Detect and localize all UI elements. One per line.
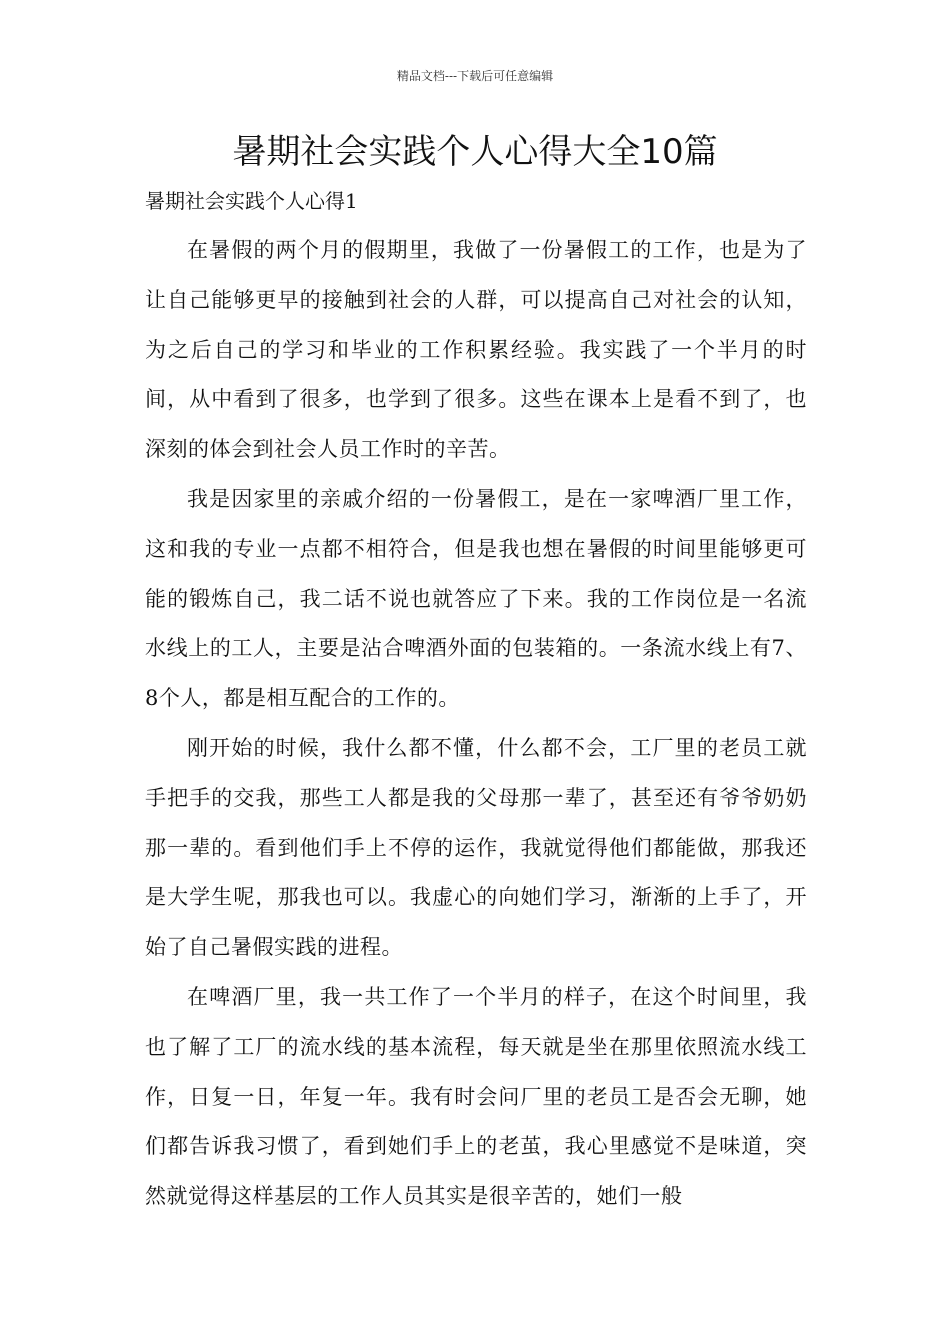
- section-subtitle: 暑期社会实践个人心得1: [145, 189, 358, 213]
- body-text: [145, 226, 807, 1222]
- document-title: 暑期社会实践个人心得大全10篇: [232, 132, 718, 172]
- header-note: 精品文档---下载后可任意编辑: [396, 69, 554, 83]
- paragraph-2: 我是因家里的亲戚介绍的一份暑假工，是在一家啤酒厂里工作，这和我的专业一点都不相符合，但是我也想在暑假的时间里能够更可能的锻炼自己，我二话不说也就答应了下来。我的工作岗位是一名流水线上的工人，主要是沾合啤酒外面的包装箱的。一条流水线上有7、8个人，都是相互配合的工作的。: [145, 486, 807, 711]
- paragraph-3: 刚开始的时候，我什么都不懂，什么都不会，工厂里的老员工就手把手的交我，那些工人都是我的父母那一辈了，甚至还有爷爷奶奶那一辈的。看到他们手上不停的运作，我就觉得他们都能做，那我还是大学生呢，那我也可以。我虚心的向她们学习，渐渐的上手了，开始了自己暑假实践的进程。: [145, 735, 807, 960]
- paragraph-1: 在暑假的两个月的假期里，我做了一份暑假工的工作，也是为了让自己能够更早的接触到社会的人群，可以提高自己对社会的认知，为之后自己的学习和毕业的工作积累经验。我实践了一个半月的时间，从中看到了很多，也学到了很多。这些在课本上是看不到了，也深刻的体会到社会人员工作时的辛苦。: [145, 238, 807, 462]
- paragraph-4: 在啤酒厂里，我一共工作了一个半月的样子，在这个时间里，我也了解了工厂的流水线的基本流程，每天就是坐在那里依照流水线工作，日复一日，年复一年。我有时会问厂里的老员工是否会无聊，她们都告诉我习惯了，看到她们手上的老茧，我心里感觉不是味道，突然就觉得这样基层的工作人员其实是很辛苦的，她们一般: [145, 984, 807, 1209]
